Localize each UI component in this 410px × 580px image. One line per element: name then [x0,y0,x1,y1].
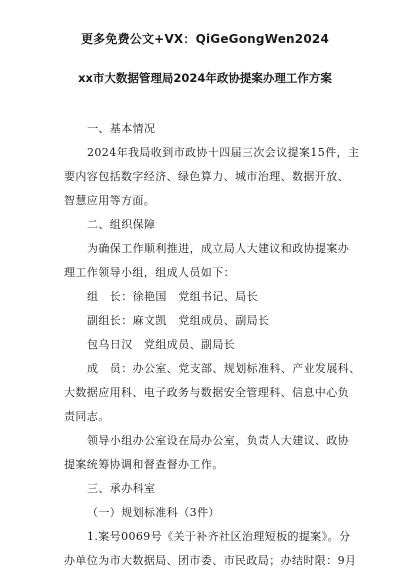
section-heading: 二、组织保障 [87,218,156,231]
body-line: 提案统筹协调和督查督办工作。 [64,458,224,471]
body-line: 包乌日汉 党组成员、副局长 [87,338,236,351]
body-line: 智慧应用等方面。 [64,194,156,207]
body-line: 组 长：徐艳国 党组书记、局长 [87,290,258,303]
body-line: 为确保工作顺利推进，成立局人大建议和政协提案办 [87,242,350,255]
body-line: 领导小组办公室设在局办公室，负责人大建议、政协 [87,434,350,447]
section-heading: 一、基本情况 [87,122,156,135]
subsection-heading: （一）规划标准科（3件） [87,506,220,519]
body-line: 责同志。 [64,410,110,423]
body-line: 办单位为市大数据局、团市委、市民政局；办结时限：9月 [64,554,357,567]
body-line: 副组长：麻文凯 党组成员、副局长 [87,314,270,327]
promo-banner: 更多免费公文+VX：QiGeGongWen2024 [80,32,329,46]
body-line: 要内容包括数字经济、绿色算力、城市治理、数据开放、 [64,170,349,183]
body-line: 成 员：办公室、党支部、规划标准科、产业发展科、 [87,362,361,375]
body-line: 大数据应用科、电子政务与数据安全管理科、信息中心负 [64,386,349,399]
body-line: 2024年我局收到市政协十四届三次会议提案15件，主 [87,146,360,159]
body-line: 1.案号0069号《关于补齐社区治理短板的提案》。分 [87,530,351,543]
section-heading: 三、承办科室 [87,482,156,495]
body-line: 理工作领导小组，组成人员如下： [64,266,235,279]
document-title: xx市大数据管理局2024年政协提案办理工作方案 [78,71,332,85]
